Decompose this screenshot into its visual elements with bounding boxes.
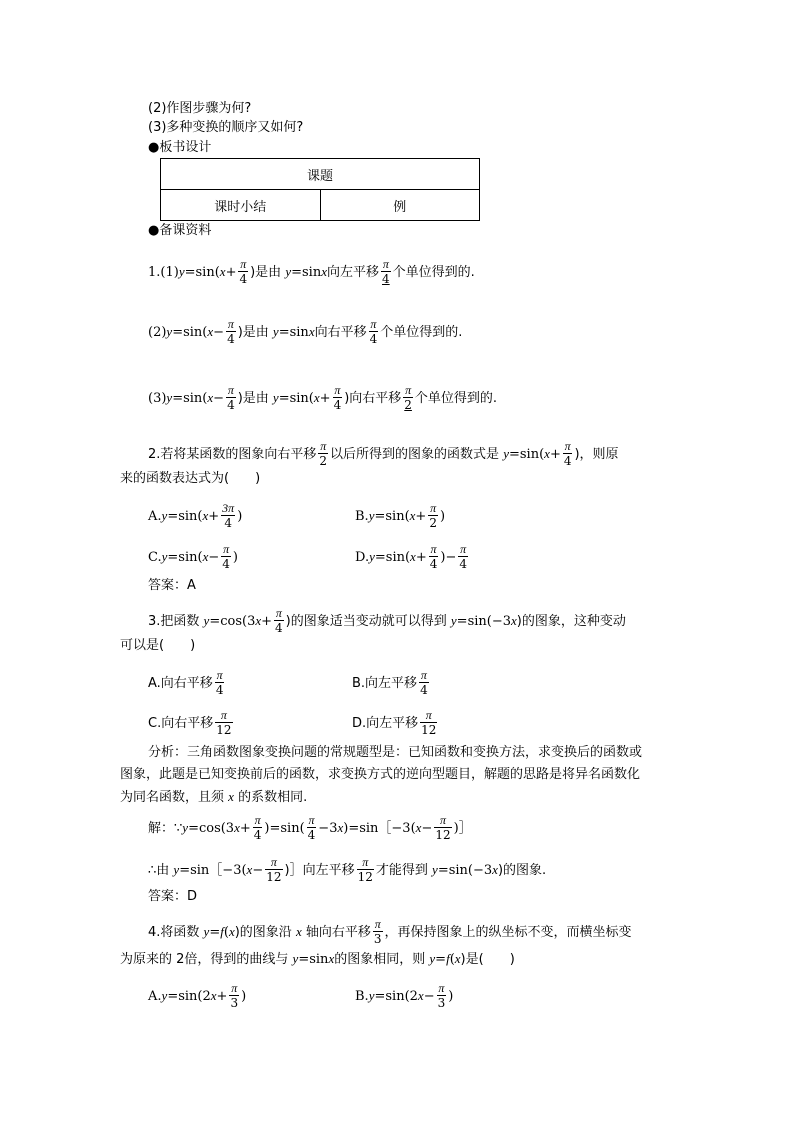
item2-answer: 答案：A — [148, 578, 196, 593]
item3-option-b: B.向左平移 $\frac{\pi}{4}$ — [352, 668, 428, 697]
item3-therefore-line: ∴由 y=sin［−3(x− $\frac{\pi}{12}$ )］向左平移 $\frac{\pi}{12}$ 才能得到 y=sin(−3x)的图象. — [148, 855, 547, 884]
item3-analysis-line2: 图象，此题是已知变换前后的函数，求变换方式的逆向型题目，解题的思路是将异名函数化 — [120, 767, 641, 782]
item1-line2: (2)y=sin(x− $\frac{\pi}{4}$ )是由 y=sinx向右平移 $\frac{\pi}{4}$ 个单位得到的. — [148, 317, 463, 346]
fraction: $\frac{\pi}{3}$ — [230, 981, 239, 1010]
fraction: $\frac{\pi}{4}$ — [333, 383, 342, 412]
fraction: $\frac{\pi}{4}$ — [369, 317, 378, 346]
fraction: $\frac{3\pi}{4}$ — [222, 501, 235, 530]
item2-stem-line1: 2.若将某函数的图象向右平移 $\frac{\pi}{2}$ 以后所得到的图象的函数式是 y=sin(x+ $\frac{\pi}{4}$ )，则原 — [148, 439, 619, 468]
item2-option-a: A.y=sin(x+ $\frac{3\pi}{4}$ ) — [148, 501, 243, 530]
fraction: $\frac{\pi}{2}$ — [429, 501, 437, 530]
item2-option-b: B.y=sin(x+ $\frac{\pi}{2}$ ) — [355, 501, 446, 530]
item4-stem-line1: 4.将函数 y=f(x)的图象沿 x 轴向右平移 $\frac{\pi}{3}$ ，再保持图象上的纵坐标不变，而横坐标变 — [148, 917, 632, 946]
fraction: $\frac{\pi}{4}$ — [222, 542, 230, 571]
item3-stem-line1: 3.把函数 y=cos(3x+ $\frac{\pi}{4}$ )的图象适当变动就可以得到 y=sin(−3x)的图象，这种变动 — [148, 606, 626, 635]
question-2: (2)作图步骤为何? — [148, 101, 252, 116]
fraction: $\frac{\pi}{2}$ — [404, 383, 412, 412]
fraction: $\frac{\pi}{4}$ — [215, 668, 224, 697]
item4-option-b: B.y=sin(2x− $\frac{\pi}{3}$ ) — [355, 981, 454, 1010]
fraction: $\frac{\pi}{4}$ — [382, 257, 390, 286]
fraction: $\frac{\pi}{12}$ — [216, 708, 232, 737]
item1-line3: (3)y=sin(x− $\frac{\pi}{4}$ )是由 y=sin(x+ $\frac{\pi}{4}$ )向右平移 $\frac{\pi}{2}$ 个单位得到的. — [148, 383, 498, 412]
prep-materials-heading: ●备课资料 — [148, 223, 212, 238]
fraction: $\frac{\pi}{4}$ — [227, 383, 235, 412]
fraction: $\frac{\pi}{4}$ — [563, 439, 572, 468]
fraction: $\frac{\pi}{4}$ — [239, 257, 248, 286]
item2-option-d: D.y=sin(x+ $\frac{\pi}{4}$ )− $\frac{\pi}{4}$ — [355, 542, 467, 571]
fraction: $\frac{\pi}{12}$ — [421, 708, 437, 737]
table-title-cell: 课题 — [161, 159, 480, 190]
item1-line1: 1.(1)y=sin(x+ $\frac{\pi}{4}$ )是由 y=sinx向左平移 $\frac{\pi}{4}$ 个单位得到的. — [148, 257, 475, 286]
fraction: $\frac{\pi}{4}$ — [420, 668, 428, 697]
board-design-table — [160, 158, 480, 221]
fraction: $\frac{\pi}{4}$ — [429, 542, 438, 571]
fraction: $\frac{\pi}{12}$ — [435, 813, 451, 842]
fraction: $\frac{\pi}{3}$ — [373, 917, 382, 946]
board-design-heading: ●板书设计 — [148, 140, 212, 155]
item3-answer: 答案：D — [148, 889, 198, 904]
item2-option-c: C.y=sin(x− $\frac{\pi}{4}$ ) — [148, 542, 238, 571]
fraction: $\frac{\pi}{12}$ — [266, 855, 282, 884]
item3-option-c: C.向右平移 $\frac{\pi}{12}$ — [148, 708, 232, 737]
item3-option-a: A.向右平移 $\frac{\pi}{4}$ — [148, 668, 224, 697]
fraction: $\frac{\pi}{4}$ — [253, 813, 262, 842]
fraction: $\frac{\pi}{4}$ — [307, 813, 316, 842]
fraction: $\frac{\pi}{4}$ — [275, 606, 283, 635]
fraction: $\frac{\pi}{4}$ — [227, 317, 235, 346]
question-3: (3)多种变换的顺序又如何? — [148, 120, 304, 135]
item4-option-a: A.y=sin(2x+ $\frac{\pi}{3}$ ) — [148, 981, 247, 1010]
item3-option-d: D.向左平移 $\frac{\pi}{12}$ — [352, 708, 437, 737]
fraction: $\frac{\pi}{12}$ — [357, 855, 373, 884]
table-summary-cell: 课时小结 — [161, 190, 321, 221]
item3-analysis-line1: 分析：三角函数图象变换问题的常规题型是：已知函数和变换方法，求变换后的函数或 — [148, 745, 643, 760]
fraction: $\frac{\pi}{3}$ — [437, 981, 446, 1010]
item2-stem-line2: 来的函数表达式为( ) — [120, 471, 261, 486]
table-example-cell: 例 — [320, 190, 480, 221]
fraction: $\frac{\pi}{2}$ — [319, 439, 328, 468]
fraction: $\frac{\pi}{4}$ — [459, 542, 467, 571]
item3-solution-line: 解：∵y=cos(3x+ $\frac{\pi}{4}$ )=sin( $\frac{\pi}{4}$ −3x)=sin［−3(x− $\frac{\pi}{12}$ )］ — [148, 813, 472, 842]
item4-stem-line2: 为原来的 2倍，得到的曲线与 y=sinx的图象相同，则 y=f(x)是( ) — [120, 951, 515, 967]
item3-stem-line2: 可以是( ) — [120, 638, 196, 653]
item3-analysis-line3: 为同名函数，且须 x 的系数相同. — [120, 789, 308, 805]
